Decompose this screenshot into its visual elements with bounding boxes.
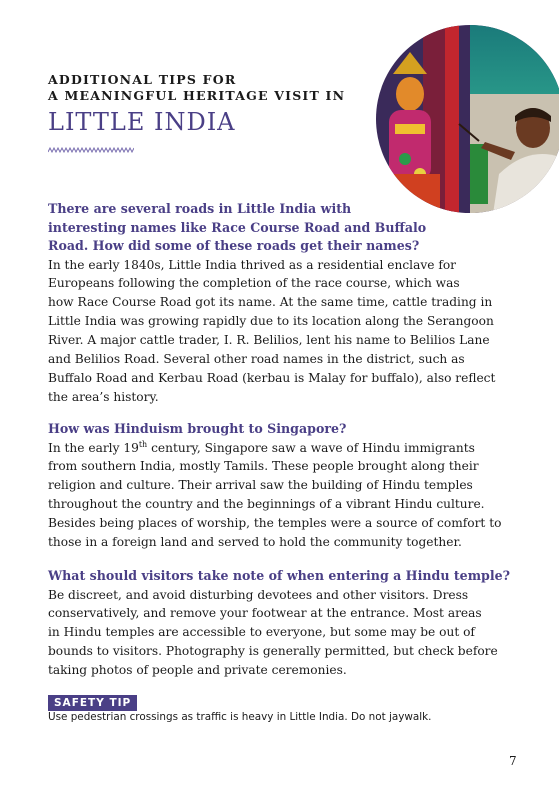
page-header <box>48 72 358 136</box>
answer-line: and Belilios Road. Several other road names in the district, such as <box>48 352 465 367</box>
kicker-line-2: A MEANINGFUL HERITAGE VISIT IN <box>48 88 346 103</box>
answer-line: from southern India, mostly Tamils. These people brought along their <box>48 459 479 474</box>
safety-tip-text: Use pedestrian crossings as traffic is heavy in Little India. Do not jaywalk. <box>48 711 432 723</box>
page-title: LITTLE INDIA <box>48 108 236 136</box>
answer-line: Little India was growing rapidly due to its location along the Serangoon <box>48 314 494 329</box>
answer-line-end: century, Singapore saw a wave of Hindu immigrants <box>147 440 475 455</box>
answer-line: in Hindu temples are accessible to everyone, but some may be out of <box>48 625 475 640</box>
answer-line: conservatively, and remove your footwear at the entrance. Most areas <box>48 606 482 621</box>
question-heading <box>48 420 488 439</box>
answer-line: Europeans following the completion of the race course, which was <box>48 276 460 291</box>
safety-tip-label: SAFETY TIP <box>48 695 137 711</box>
ordinal-suffix: th <box>138 439 148 449</box>
answer-line: Buffalo Road and Kerbau Road (kerbau is Malay for buffalo), also reflect <box>48 370 496 385</box>
question-line: How was Hinduism brought to Singapore? <box>48 421 347 436</box>
answer-line: Besides being places of worship, the temples were a source of comfort to <box>48 516 502 531</box>
temple-artist-photo <box>375 24 559 214</box>
answer-line <box>48 439 488 458</box>
answer-line: those in a foreign land and served to hold the community together. <box>48 535 462 550</box>
page-number: 7 <box>509 754 517 768</box>
answer-line: In the early 1840s, Little India thrived as a residential enclave for <box>48 257 456 272</box>
question-heading <box>48 200 488 256</box>
answer-line: Be discreet, and avoid disturbing devotees and other visitors. Dress <box>48 587 469 602</box>
question-line: There are several roads in Little India with <box>48 201 352 216</box>
zigzag-divider <box>48 147 134 153</box>
answer-paragraph <box>48 439 502 552</box>
answer-line: the area’s history. <box>48 389 159 404</box>
kicker-line-1: ADDITIONAL TIPS FOR <box>48 72 237 87</box>
answer-line: how Race Course Road got its name. At the same time, cattle trading in <box>48 295 493 310</box>
answer-paragraph <box>48 586 498 681</box>
answer-line: bounds to visitors. Photography is generally permitted, but check before <box>48 644 498 659</box>
question-heading <box>48 567 510 586</box>
answer-line-start: In the early 19 <box>48 440 139 455</box>
answer-paragraph <box>48 256 496 407</box>
question-line: What should visitors take note of when entering a Hindu temple? <box>48 568 510 583</box>
faq-section-temple-etiquette <box>48 567 510 680</box>
answer-line: throughout the country and the beginnings of a vibrant Hindu culture. <box>48 497 485 512</box>
faq-section-roads <box>48 200 496 407</box>
kicker-heading <box>48 72 358 104</box>
answer-line: religion and culture. Their arrival saw the building of Hindu temples <box>48 478 473 493</box>
answer-line: taking photos of people and private ceremonies. <box>48 663 347 678</box>
faq-section-hinduism <box>48 420 502 552</box>
answer-line: River. A major cattle trader, I. R. Belilios, lent his name to Belilios Lane <box>48 333 490 348</box>
question-line: interesting names like Race Course Road and Buffalo <box>48 219 427 235</box>
question-line: Road. How did some of these roads get their names? <box>48 238 420 253</box>
